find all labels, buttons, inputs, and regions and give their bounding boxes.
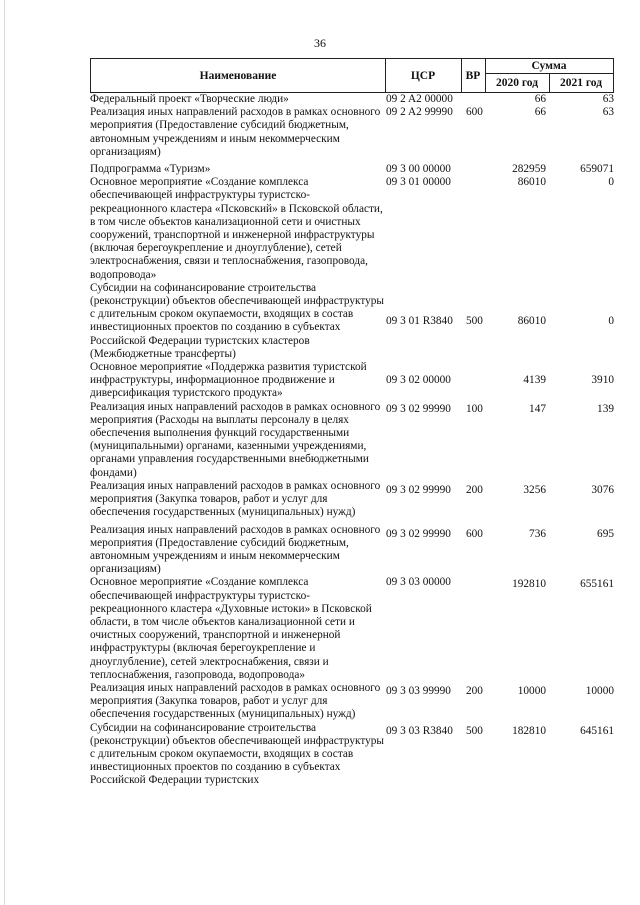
page-number: 36 [314,36,326,50]
table-header [90,58,614,93]
row-value-2021: 63 [602,106,614,119]
row-name: Субсидии на софинансирование строительства (реконструкции) объектов обеспечивающей инфраструктуры с длительным сроком окупаемости, входящих в состав инвестиционных проектов по созданию в субъектах Российской Федерации туристских кластеров (Межбюджетные трансферты) [90,281,384,360]
table-row [90,176,614,282]
table-row [90,480,614,520]
table-row [90,401,614,480]
header-sum: Сумма [485,59,613,74]
row-value-2021: 3910 [591,374,614,387]
table-row [90,93,614,106]
row-vr: 100 [466,402,483,415]
table-row [90,106,614,159]
row-value-2020: 192810 [512,578,546,591]
row-csr: 09 3 01 00000 [386,176,451,189]
row-value-2021: 10000 [585,684,614,697]
row-value-2021: 645161 [580,724,614,737]
row-value-2021: 3076 [591,483,614,496]
row-vr: 200 [466,684,483,697]
row-csr: 09 3 02 99990 [386,483,451,496]
row-csr: 09 3 02 99990 [386,402,451,415]
row-value-2020: 10000 [517,684,546,697]
row-value-2020: 182810 [512,724,546,737]
row-name: Подпрограмма «Туризм» [90,163,211,176]
row-value-2020: 282959 [512,163,546,176]
row-vr [466,163,488,176]
row-csr: 09 3 03 99990 [386,684,451,697]
row-value-2020: 3256 [523,483,546,496]
header-year-2020: 2020 год [485,74,550,92]
row-value-2021: 655161 [580,578,614,591]
row-vr: 500 [466,724,483,737]
row-value-2020: 66 [534,93,546,105]
row-csr: 09 3 00 00000 [386,163,451,176]
table-row [90,524,614,577]
row-value-2021: 695 [597,527,614,540]
row-csr: 09 3 02 99990 [386,527,451,540]
row-name: Субсидии на софинансирование строительства (реконструкции) объектов обеспечивающей инфраструктуры с длительным сроком окупаемости, входящих в состав инвестиционных проектов по созданию в субъектах Российской Федерации туристских [90,721,384,787]
scan-edge-line [4,0,5,905]
row-value-2021: 659071 [580,163,614,176]
row-name: Основное мероприятие «Поддержка развития туристской инфраструктуры, информационное продвижение и диверсификация туристского продукта» [90,361,367,400]
row-value-2020: 66 [534,106,546,119]
row-value-2020: 86010 [517,176,546,189]
row-value-2021: 139 [597,402,614,415]
header-name: Наименование [91,59,386,92]
row-csr: 09 3 03 00000 [386,576,451,589]
row-vr [466,93,488,106]
row-value-2020: 86010 [517,314,546,327]
table-row [90,163,614,176]
table-row [90,361,614,401]
row-vr: 600 [466,527,483,540]
row-name: Основное мероприятие «Создание комплекса обеспечивающей инфраструктуры туристско-рекреационного кластера «Духовные истоки» в Псковской области, в том числе объектов канализационной сети и очистных сооружений, транспортной и инженерной инфраструктуры (включая берегоукрепление и дноуглубление), сетей электроснабжения, связи и теплоснабжения, газопровода, водопровода» [90,576,372,681]
row-name: Федеральный проект «Творческие люди» [90,93,289,105]
row-name: Реализация иных направлений расходов в рамках основного мероприятия (Закупка товаров, работ и услуг для обеспечения государственных (муниципальных) нужд) [90,681,381,721]
row-value-2020: 736 [529,527,546,540]
row-csr: 09 3 01 R3840 [386,314,453,327]
row-vr: 200 [466,483,483,496]
table-row [90,576,614,682]
row-value-2020: 4139 [523,374,546,387]
row-value-2021: 63 [602,93,614,105]
row-csr: 09 3 02 00000 [386,374,451,387]
row-name: Реализация иных направлений расходов в рамках основного мероприятия (Закупка товаров, работ и услуг для обеспечения государственных (муниципальных) нужд) [90,479,381,519]
row-name: Реализация иных направлений расходов в рамках основного мероприятия (Предоставление субсидий бюджетным, автономным учреждениям и иным некоммерческим организациям) [90,523,381,576]
table-row [90,682,614,722]
header-csr: ЦСР [385,59,462,92]
table-body [90,93,614,788]
row-value-2021: 0 [608,314,614,327]
row-vr [466,576,488,682]
table-row [90,282,614,361]
row-value-2021: 0 [608,176,614,189]
row-vr [466,176,488,282]
table-row [90,722,614,788]
row-csr: 09 2 A2 00000 [386,93,453,105]
row-name: Основное мероприятие «Создание комплекса обеспечивающей инфраструктуры туристско-рекреационного кластера «Псковский» в Псковской области, в том числе объектов канализационной сети и очистных сооружений, транспортной и инженерной инфраструктуры (включая берегоукрепление и дноуглубление), сетей электроснабжения, связи и теплоснабжения, газопровода, водопровода» [90,176,383,281]
row-value-2020: 147 [529,402,546,415]
row-name: Реализация иных направлений расходов в рамках основного мероприятия (Расходы на выплаты персоналу в целях обеспечения выполнения функций государственными (муниципальными) органами, казенными учреждениями, органами управления государственными внебюджетными фондами) [90,400,381,479]
row-csr: 09 2 A2 99990 [386,106,453,119]
row-name: Реализация иных направлений расходов в рамках основного мероприятия (Предоставление субсидий бюджетным, автономным учреждениям и иным некоммерческим организациям) [90,106,381,158]
header-vr: ВР [461,59,486,92]
row-csr: 09 3 03 R3840 [386,724,453,737]
row-vr: 500 [466,314,483,327]
row-vr: 600 [466,106,483,119]
header-year-2021: 2021 год [559,77,603,89]
